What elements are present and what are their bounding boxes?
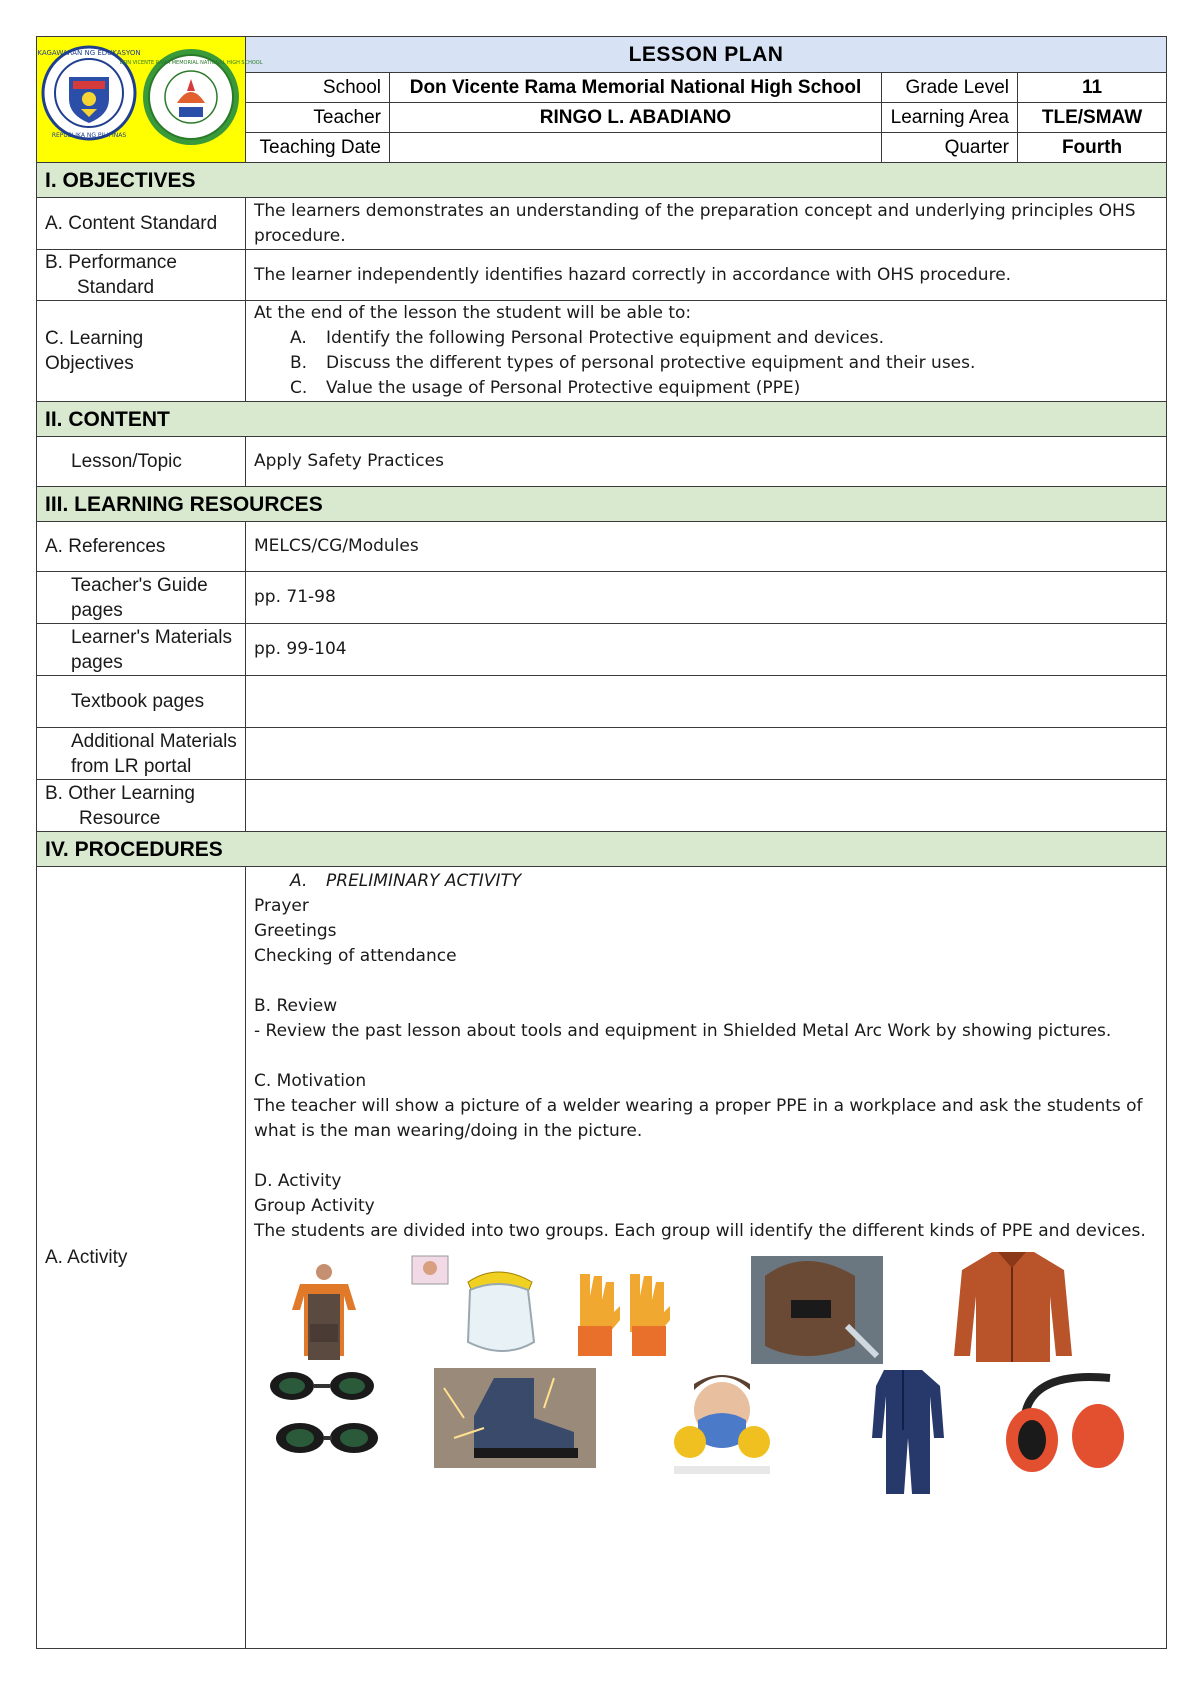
date-label: Teaching Date (246, 132, 390, 162)
teacher-value: RINGO L. ABADIANO (390, 102, 882, 132)
deped-bottom-text: REPUBLIKA NG PILIPINAS (51, 132, 127, 139)
additional-label: Additional Materials from LR portal (37, 728, 246, 780)
performance-standard-label (37, 250, 246, 301)
objective-item: B. Discuss the different types of personal protective equipment and their uses. (290, 353, 976, 373)
motivation-title: C. Motivation (254, 1071, 367, 1091)
prelim-activity: A. PRELIMINARY ACTIVITY (290, 871, 522, 891)
review-text: - Review the past lesson about tools and equipment in Shielded Metal Arc Work by showing pictures. (254, 1021, 1112, 1041)
references-value: MELCS/CG/Modules (246, 522, 1167, 572)
learning-objectives (246, 301, 1167, 402)
objective-item: C. Value the usage of Personal Protective equipment (PPE) (290, 378, 801, 398)
group-title: Group Activity (254, 1196, 375, 1216)
lm-value: pp. 99-104 (246, 624, 1167, 676)
ear-muffs-icon (1002, 1370, 1132, 1482)
performance-label-line2: Standard (77, 277, 155, 298)
school-seal-icon (120, 49, 263, 145)
learning-intro: At the end of the lesson the student will be able to: (254, 303, 692, 323)
page-title: LESSON PLAN (246, 37, 1167, 73)
area-value: TLE/SMAW (1018, 102, 1167, 132)
prayer-text: Prayer (254, 896, 309, 916)
leather-jacket-icon (952, 1248, 1074, 1366)
logos-cell (37, 37, 263, 163)
textbook-label: Textbook pages (37, 676, 246, 728)
coverall-icon (862, 1366, 944, 1498)
content-standard-text: The learners demonstrates an understanding of the preparation concept and underlying principles OHS procedure. (246, 198, 1167, 250)
lesson-plan-sheet (36, 36, 1166, 1649)
textbook-value (246, 676, 1167, 728)
review-title: B. Review (254, 996, 338, 1016)
content-standard-label: A. Content Standard (37, 198, 246, 250)
school-label: School (246, 72, 390, 102)
attendance-text: Checking of attendance (254, 946, 457, 966)
other-resource-label: B. Other Learning Resource (37, 780, 246, 832)
procedures-heading: IV. PROCEDURES (37, 832, 1167, 867)
other-resource-value (246, 780, 1167, 832)
content-heading: II. CONTENT (37, 402, 1167, 437)
welding-apron-icon (284, 1262, 364, 1367)
activity-title: D. Activity (254, 1171, 342, 1191)
deped-top-text: KAGAWARAN NG EDUKASYON (37, 49, 141, 57)
references-label: A. References (37, 522, 246, 572)
date-value (390, 132, 882, 162)
topic-label: Lesson/Topic (37, 437, 246, 487)
welding-gloves-icon (572, 1266, 682, 1361)
objectives-heading: I. OBJECTIVES (37, 163, 1167, 198)
tg-value: pp. 71-98 (246, 572, 1167, 624)
school-value: Don Vicente Rama Memorial National High School (390, 72, 882, 102)
quarter-label: Quarter (882, 132, 1018, 162)
activity-label: A. Activity (37, 867, 246, 1649)
activity-content (246, 867, 1167, 1649)
respirator-icon (664, 1370, 780, 1478)
additional-value (246, 728, 1167, 780)
topic-value: Apply Safety Practices (246, 437, 1167, 487)
safety-shoes-icon (434, 1368, 596, 1468)
welding-goggles-icon (262, 1364, 384, 1464)
performance-standard-text: The learner independently identifies hazard correctly in accordance with OHS procedure. (246, 250, 1167, 301)
lesson-plan-table (36, 36, 1167, 1649)
performance-label-line1: B. Performance (45, 252, 177, 273)
grade-value: 11 (1018, 72, 1167, 102)
grade-label: Grade Level (882, 72, 1018, 102)
resources-heading: III. LEARNING RESOURCES (37, 487, 1167, 522)
teacher-label: Teacher (246, 102, 390, 132)
welding-helmet-icon (751, 1256, 883, 1364)
quarter-value: Fourth (1018, 132, 1167, 162)
area-label: Learning Area (882, 102, 1018, 132)
logos (37, 37, 263, 155)
greetings-text: Greetings (254, 921, 337, 941)
lm-label: Learner's Materials pages (37, 624, 246, 676)
ppe-pictures (254, 1254, 1158, 1544)
face-shield-icon (412, 1254, 542, 1364)
tg-label: Teacher's Guide pages (37, 572, 246, 624)
motivation-text: The teacher will show a picture of a welder wearing a proper PPE in a workplace and ask the students of what is the man wearing/doing in the picture. (254, 1096, 1143, 1141)
group-text: The students are divided into two groups. Each group will identify the different kinds of PPE and devices. (254, 1221, 1146, 1241)
school-seal-text: DON VICENTE RAMA MEMORIAL NATIONAL HIGH SCHOOL (119, 60, 263, 66)
learning-objectives-label: C. Learning Objectives (37, 301, 246, 402)
objective-item: A. Identify the following Personal Protective equipment and devices. (290, 328, 885, 348)
